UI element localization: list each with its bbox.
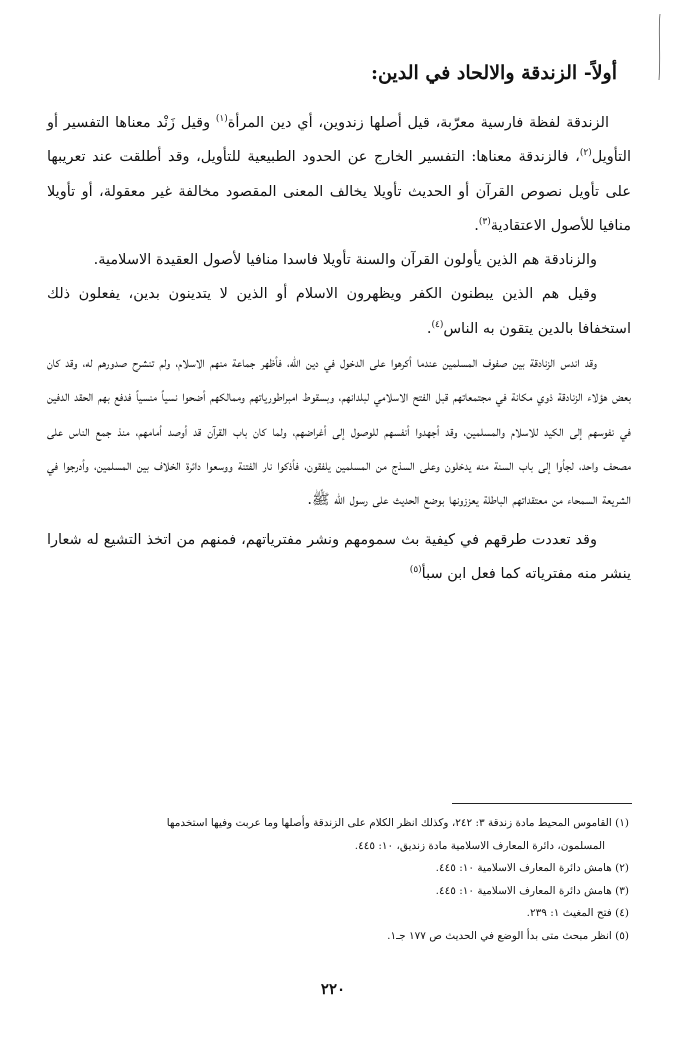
footnote-divider [452, 803, 632, 804]
paragraph-methods: وقد تعددت طرقهم في كيفية بث سمومهم ونشر مفترياتهم، فمنهم من اتخذ التشيع له شعارا ينشر منه مفترياته كما فعل ابن سبأ$^{(٥)}$ [47, 531, 631, 582]
footnote-3: (٣) هامش دائرة المعارف الاسلامية ١٠: ٤٤٥. [435, 884, 629, 897]
paragraph-zanadiqa: والزنادقة هم الذين يأولون القرآن والسنة تأويلا فاسدا منافيا لأصول العقيدة الاسلامية. [93, 252, 597, 269]
body-text [47, 106, 631, 591]
footnote-ref-4: (٤) [431, 319, 444, 330]
section-heading: أولاً- الزندقة والالحاد في الدين: [370, 62, 617, 84]
paragraph-hidden-disbelief: وقيل هم الذين يبطنون الكفر ويظهرون الاسلام أو الذين لا يتدينون بدين، يفعلون ذلك استخفافا بالدين يتقون به الناس$^{(٤)}$. [47, 286, 631, 337]
paragraph-definition: الزندقة لفظة فارسية معرّبة، قيل أصلها زندوين، أي دين المرأة$^{(١)}$ وقيل زَنْد معناها التفسير أو التأويل$^{(٢)}$، فالزندقة معناها: التفسير الخارج عن الحدود الطبيعية للتأويل، وقد أطلقت عند تعريبها على تأويل نصوص القرآن أو الحديث تأويلا يخالف المعنى المقصود مخالفة غير معقولة، أو تأويلا منافيا للأصول الاعتقادية$^{(٣)}$. [47, 114, 631, 234]
footnote-5: (٥) انظر مبحث متى بدأ الوضع في الحديث ص ١٧٧ جـ١. [387, 929, 629, 942]
paragraph-infiltration: وقد اندس الزنادقة بين صفوف المسلمين عندما أكرهوا على الدخول في دين الله، فأظهر جماعة منهم الاسلام، ولم تنشرح صدورهم له، وقد كان بعض هؤلاء الزنادقة ذوي مكانة في مجتمعاتهم قبل الفتح الاسلامي لبلدانهم، وبسقوط امبراطورياتهم وممالكهم أضحوا نسياً منسياً فدفع بهم الحقد الدفين في نفوسهم إلى الكيد للاسلام والمسلمين، وقد أجهدوا أنفسهم للوصول إلى أغراضهم، ولما كان باب القرآن قد أوصد أمامهم، منذ جمع الناس على مصحف واحد، لجأوا إلى باب السنة منه يدخلون وعلى السذج من المسلمين يلفقون، فأذكوا نار الفتنة ووسعوا دائرة الخلاف بين المسلمين، وأدرجوا في الشريعة السمحاء من معتقداتهم الباطلة يعززونها بوضع الحديث على رسول الله ﷺ. [47, 355, 631, 509]
footnote-ref-5: (٥) [409, 564, 422, 575]
page-number: ٢٢٠ [320, 980, 346, 998]
footnote-1-continuation: المسلمون، دائرة المعارف الاسلامية مادة زنديق، ١٠: ٤٤٥. [354, 839, 605, 852]
margin-pen-mark [654, 12, 664, 82]
footnote-ref-2: (٢) [579, 148, 592, 159]
footnote-1: (١) القاموس المحيط مادة زندقة ٣: ٢٤٢، وكذلك انظر الكلام على الزندقة وأصلها وما عربت وفيها استخدمها [166, 817, 629, 829]
footnotes [49, 812, 629, 947]
footnote-ref-3: (٣) [478, 216, 491, 227]
footnote-ref-1: (١) [215, 114, 228, 124]
footnote-2: (٢) هامش دائرة المعارف الاسلامية ١٠: ٤٤٥. [435, 862, 629, 874]
footnote-4: (٤) فتح المغيث ١: ٢٣٩. [526, 907, 629, 919]
